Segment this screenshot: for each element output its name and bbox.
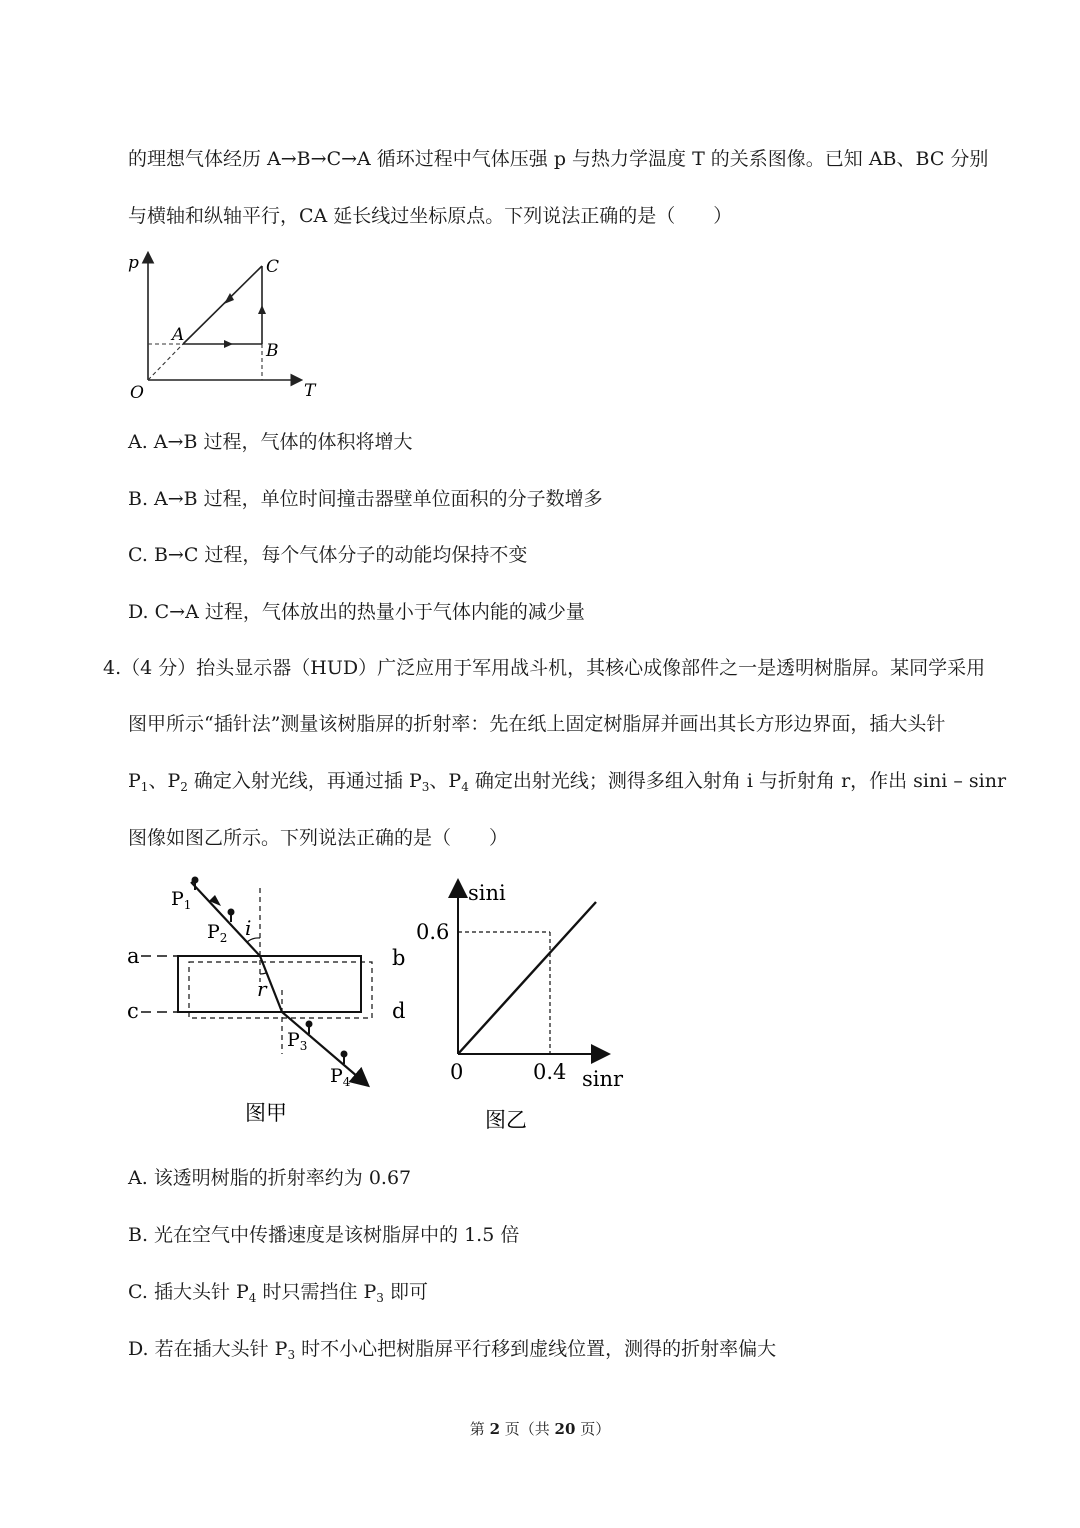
page-footer: 第 2 页（共 20 页） xyxy=(469,1420,611,1438)
pin-p2: $P_2$ xyxy=(207,921,228,945)
q3-option-b: B. A→B 过程，单位时间撞击器壁单位面积的分子数增多 xyxy=(128,488,603,510)
q3-stem-line1: 的理想气体经历 A→B→C→A 循环过程中气体压强 p 与热力学温度 T 的关系图像。已知 AB、BC 分别 xyxy=(128,148,989,170)
label-r: r xyxy=(257,977,267,1001)
data-line xyxy=(458,902,596,1054)
y-tick-label: 0.6 xyxy=(416,920,450,944)
q3-option-a: A. A→B 过程，气体的体积将增大 xyxy=(128,431,413,453)
label-d: d xyxy=(392,999,406,1023)
label-i: i xyxy=(245,916,252,940)
q4-option-b: B. 光在空气中传播速度是该树脂屏中的 1.5 倍 xyxy=(128,1224,520,1246)
origin-label-b: 0 xyxy=(450,1060,464,1084)
q3-option-c: C. B→C 过程，每个气体分子的动能均保持不变 xyxy=(128,544,528,566)
segment-ca xyxy=(183,266,262,344)
figure-a-caption: 图甲 xyxy=(245,1101,287,1125)
figure-b-caption: 图乙 xyxy=(485,1108,527,1132)
figure-a xyxy=(125,872,410,1134)
q4-option-d: D. 若在插大头针 $P_3$ 时不小心把树脂屏平行移到虚线位置，测得的折射率偏大 xyxy=(128,1338,777,1362)
point-a-label: A xyxy=(172,325,185,345)
q4-stem-line3: $P_1$、$P_2$ 确定入射光线，再通过插 $P_3$、$P_4$ 确定出射光线；测得多组入射角 i 与折射角 r，作出 sini – sinr xyxy=(128,770,1007,794)
q4-stem-line4: 图像如图乙所示。下列说法正确的是（ ） xyxy=(128,827,509,849)
resin-screen xyxy=(178,956,361,1012)
p-axis-label: p xyxy=(128,253,139,273)
page-total: 20 xyxy=(554,1420,576,1438)
q4-option-a: A. 该透明树脂的折射率约为 0.67 xyxy=(128,1167,412,1189)
x-tick-label: 0.4 xyxy=(533,1060,567,1084)
pin-p3: $P_3$ xyxy=(287,1029,308,1053)
sini-axis-label: sini xyxy=(468,881,506,905)
q4-stem-line2: 图甲所示“插针法”测量该树脂屏的折射率：先在纸上固定树脂屏并画出其长方形边界面，插大头针 xyxy=(128,713,946,735)
q4-stem-line1: 4.（4 分）抬头显示器（HUD）广泛应用于军用战斗机，其核心成像部件之一是透明树脂屏。某同学采用 xyxy=(103,657,986,679)
label-b: b xyxy=(392,946,406,970)
point-c-label: C xyxy=(266,257,280,277)
q4-option-c: C. 插大头针 $P_4$ 时只需挡住 $P_3$ 即可 xyxy=(128,1281,428,1305)
pin-p1: $P_1$ xyxy=(171,888,192,912)
pin-p4: $P_4$ xyxy=(330,1065,351,1089)
label-c: c xyxy=(127,999,139,1023)
point-b-label: B xyxy=(266,341,279,361)
q3-pt-graph xyxy=(120,248,330,403)
sinr-axis-label: sinr xyxy=(582,1067,624,1091)
origin-label: O xyxy=(130,383,144,403)
figure-b xyxy=(410,872,635,1134)
t-axis-label: T xyxy=(304,381,316,401)
q3-stem-line2: 与横轴和纵轴平行，CA 延长线过坐标原点。下列说法正确的是（ ） xyxy=(128,205,733,227)
page-number: 2 xyxy=(489,1420,500,1438)
q3-option-d: D. C→A 过程，气体放出的热量小于气体内能的减少量 xyxy=(128,601,585,623)
label-a: a xyxy=(127,944,140,968)
